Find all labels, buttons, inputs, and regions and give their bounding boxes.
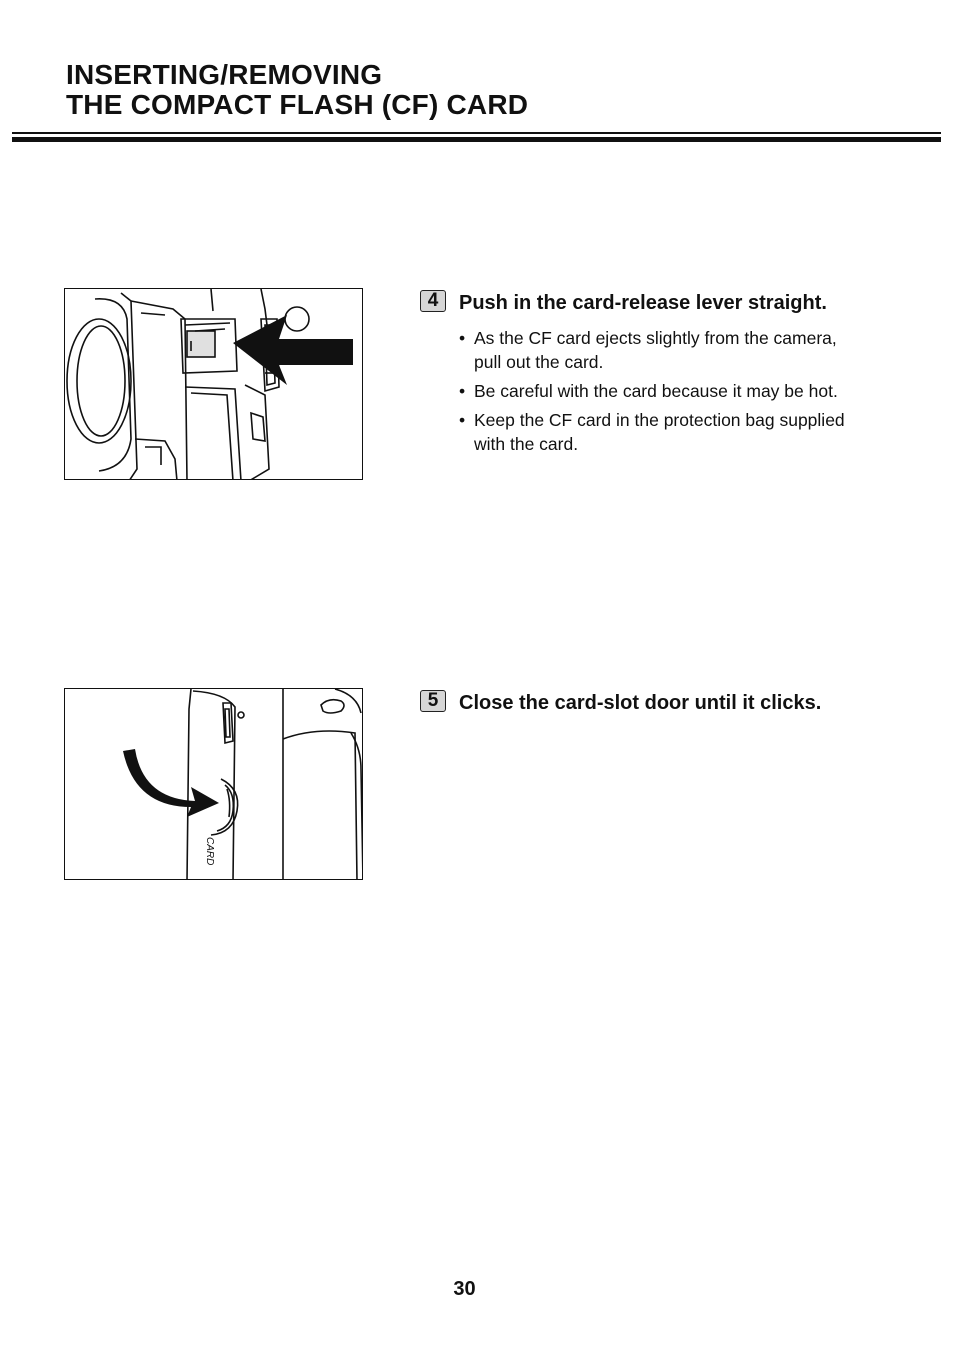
push-arrow-icon (233, 315, 353, 385)
curved-arrow-icon (123, 749, 219, 817)
title-line-2: THE COMPACT FLASH (CF) CARD (66, 89, 529, 120)
step-4-header (420, 290, 890, 316)
step-5-header (420, 690, 890, 716)
step-4-number-badge: 4 (420, 290, 446, 312)
list-item: • As the CF card ejects slightly from the camera, pull out the card. (459, 326, 854, 374)
page-number: 30 (453, 1278, 476, 1300)
step-4-illustration (64, 288, 363, 480)
title-line-1: INSERTING/REMOVING (66, 59, 383, 90)
step-5-illustration (64, 688, 363, 880)
step-5 (420, 690, 890, 716)
page-title (66, 60, 528, 120)
list-item: • Keep the CF card in the protection bag supplied with the card. (459, 408, 854, 456)
list-item: • Be careful with the card because it may be hot. (459, 379, 854, 403)
title-rule-thin (12, 132, 941, 134)
card-release-lever-illustration (65, 289, 363, 480)
close-card-door-illustration (65, 689, 363, 880)
step-5-number-badge: 5 (420, 690, 446, 712)
card-slot-label: CARD (204, 837, 215, 866)
step-5-heading: Close the card-slot door until it clicks. (459, 692, 822, 714)
step-4-heading: Push in the card-release lever straight. (459, 292, 827, 314)
step-4 (420, 290, 890, 461)
step-4-bullet-list (420, 326, 854, 456)
title-rule-thick (12, 137, 941, 142)
